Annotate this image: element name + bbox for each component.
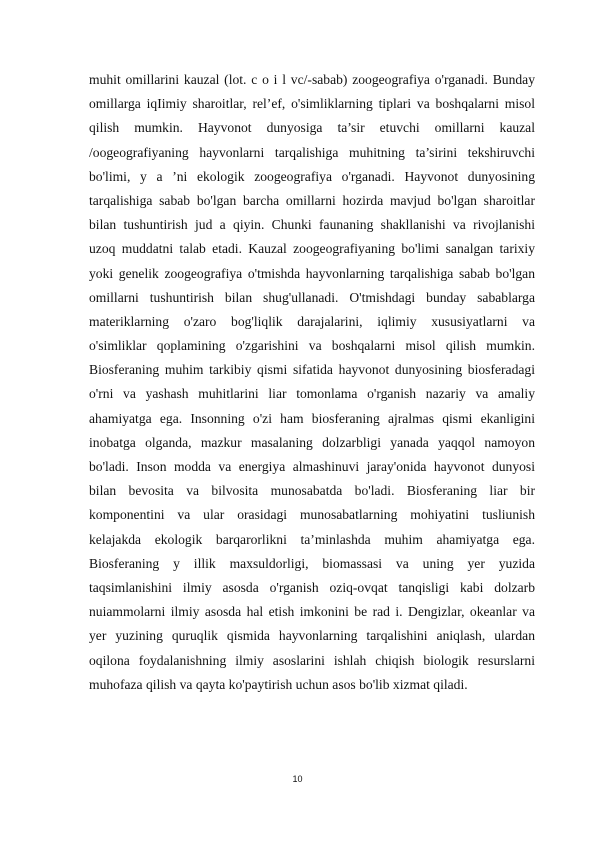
text-line: yoki genelik zoogeografiya o'tmishda hayvonlarning tarqalishiga sabab bo'lgan: [89, 265, 535, 281]
text-line: Biosferaning y illik maxsuldorligi, biomassasi va uning yer yuzida: [89, 555, 535, 571]
text-line: tarqalishiga sabab bo'lgan barcha omillarni hozirda mavjud bo'lgan sharoitlar: [89, 192, 535, 208]
text-line: qilish mumkin. Hayvonot dunyosiga ta’sir etuvchi omillarni kauzal: [89, 120, 535, 136]
text-line: bo'limi, y a ’ni ekologik zoogeografiya o'rganadi. Hayvonot dunyosining: [89, 168, 535, 184]
text-line: uzoq muddatni talab etadi. Kauzal zoogeografiyaning bo'limi sanalgan tarixiy: [89, 241, 535, 257]
text-line: oqilona foydalanishning ilmiy asoslarini ishlah chiqish biologik resurslarni: [89, 652, 535, 668]
text-line: bo'ladi. Inson modda va energiya almashinuvi jaray'onida hayvonot dunyosi: [89, 459, 535, 474]
text-line: kelajakda ekologik barqarorlikni ta’minlashda muhim ahamiyatga ega.: [89, 531, 535, 547]
text-line: bilan bevosita va bilvosita munosabatda bo'ladi. Biosferaning liar bir: [89, 483, 535, 499]
text-line: Biosferaning muhim tarkibiy qismi sifatida hayvonot dunyosining biosferadagi: [89, 362, 535, 378]
text-line: o'simliklar qoplamining o'zgarishini va boshqalarni misol qilish mumkin.: [89, 338, 535, 354]
text-line: materiklarning o'zaro bog'liqlik darajalarini, iqlimiy xususiyatlarni va: [89, 313, 535, 329]
text-line: ahamiyatga ega. Insonning o'zi ham biosferaning ajralmas qismi ekanligini: [89, 410, 535, 426]
text-line: komponentini va ular orasidagi munosabatlarning mohiyatini tusliunish: [89, 507, 535, 523]
body-paragraph: [89, 68, 535, 697]
text-line: nuiammolarni ilmiy asosda hal etish imkonini be rad i. Dengizlar, okeanlar va: [89, 604, 535, 620]
text-line: bilan tushuntirish jud a qiyin. Chunki faunaning shakllanishi va rivojlanishi: [89, 217, 535, 233]
text-line: yer yuzining quruqlik qismida hayvonlarning tarqalishini aniqlash, ulardan: [89, 628, 535, 644]
text-line: /oogeografiyaning hayvonlarni tarqalishiga muhitning ta’sirini tekshiruvchi: [89, 144, 535, 160]
text-line: taqsimlanishini ilmiy asosda o'rganish oziq-ovqat tanqisligi kabi dolzarb: [89, 579, 535, 595]
text-line-last: muhofaza qilish va qayta ko'paytirish uchun asos bo'lib xizmat qiladi.: [89, 676, 468, 692]
text-line: omillarni tushuntirish bilan shug'ullanadi. O'tmishdagi bunday sabablarga: [89, 289, 535, 305]
text-line: inobatga olganda, mazkur masalaning dolzarbligi yanada yaqqol namoyon: [89, 434, 535, 450]
text-line: omillarga iqIimiy sharoitlar, rel’ef, o'simliklarning tiplari va boshqalarni misol: [89, 96, 535, 112]
page-number: 10: [292, 774, 303, 784]
text-line: o'rni va yashash muhitlarini liar tomonlama o'rganish nazariy va amaliy: [89, 386, 535, 402]
text-line: muhit omillarini kauzal (lot. c o i l vc/-sabab) zoogeografiya o'rganadi. Bunday: [89, 72, 535, 87]
